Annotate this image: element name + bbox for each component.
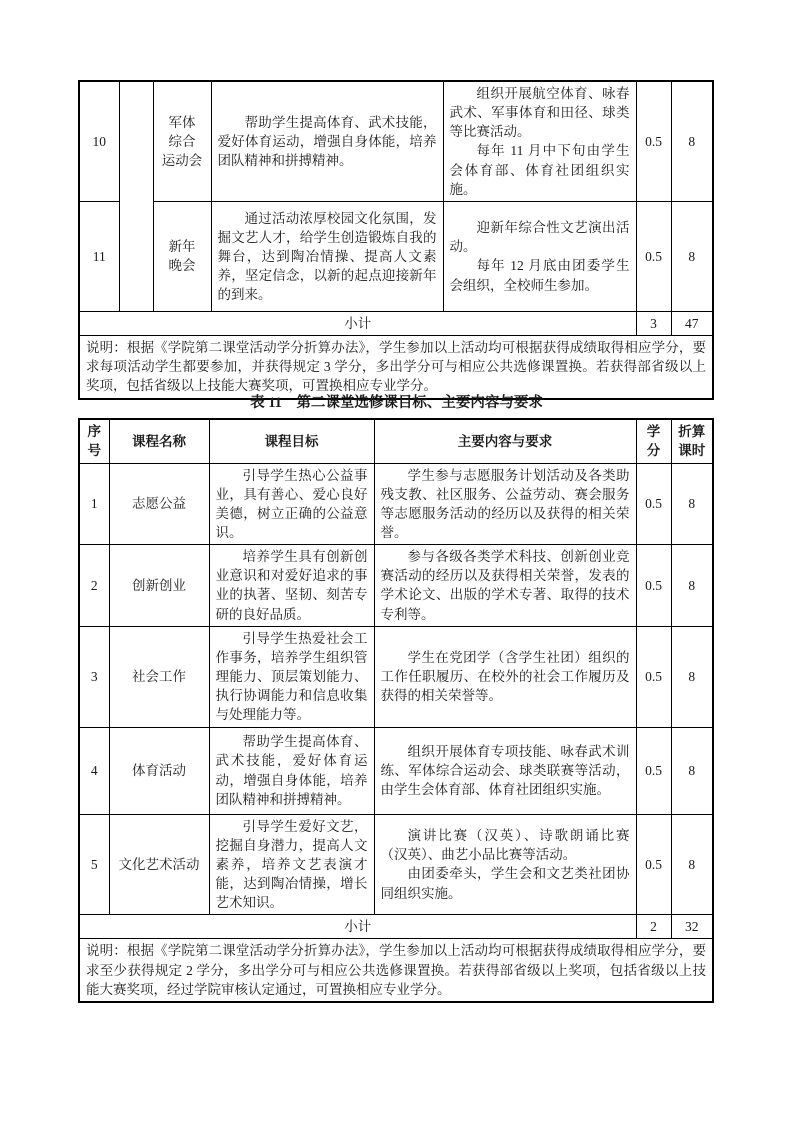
cell-activity-name: 新年 晚会 [153,201,211,311]
cell-hours: 8 [671,814,713,915]
goal-paragraph: 培养学生具有创新创业意识和对爱好追求的事业的执著、坚韧、刻苦专研的良好品质。 [215,549,368,622]
header-row [79,419,713,463]
table-note [79,336,713,399]
cell-serial: 4 [79,727,109,814]
header-serial: 序 号 [79,419,109,463]
cell-credit: 0.5 [636,727,671,814]
cell-hours: 8 [671,81,713,201]
elective-course-table [78,418,714,1003]
cell-content [374,626,636,727]
goal-paragraph: 通过活动浓厚校园文化氛围，发掘文艺人才，给学生创造锻炼自我的舞台，达到陶冶情操、提高人文素养，坚定信念，以新的起点迎接新年的到来。 [217,210,437,303]
cell-credit: 0.5 [636,463,671,545]
table-row-4 [79,727,713,814]
table-row-11 [79,201,713,311]
cell-goal [209,626,374,727]
cell-content [443,81,636,201]
cell-course-name: 志愿公益 [109,463,209,545]
goal-paragraph: 帮助学生提高体育、武术技能，爱好体育运动，增强自身体能，培养团队精神和拼搏精神。 [215,734,368,807]
goal-paragraph: 引导学生热心公益事业，具有善心、爱心良好美德，树立正确的公益意识。 [215,467,368,540]
cell-hours: 8 [671,463,713,545]
table-row-3 [79,626,713,727]
subtotal-credit: 2 [636,915,671,939]
goal-paragraph: 帮助学生提高体育、武术技能，爱好体育运动，增强自身体能，培养团队精神和拼搏精神。 [217,114,437,169]
cell-serial: 11 [79,201,119,311]
cell-course-name: 文化艺术活动 [109,814,209,915]
content-paragraph: 学生参与志愿服务计划活动及各类助残支教、社区服务、公益劳动、赛会服务等志愿服务活动的经历以及获得的相关荣誉。 [380,467,630,540]
content-paragraph: 组织开展航空体育、咏春武术、军事体育和田径、球类等比赛活动。 [449,86,630,140]
cell-serial: 5 [79,814,109,915]
table-row-1 [79,463,713,545]
cell-goal [211,81,443,201]
content-paragraph: 迎新年综合性文艺演出活动。 [449,220,630,255]
content-paragraph: 由团委牵头，学生会和文艺类社团协同组织实施。 [380,866,630,901]
cell-credit: 0.5 [636,81,671,201]
cell-content [374,463,636,545]
subtotal-hours: 32 [671,915,713,939]
cell-hours: 8 [671,727,713,814]
subtotal-label: 小计 [79,311,636,335]
cell-course-name: 创新创业 [109,545,209,627]
note-paragraph: 说明：根据《学院第二课堂活动学分折算办法》，学生参加以上活动均可根据获得成绩取得相应学分，要求每项活动学生都要参加，并获得规定 3 学分，多出学分可与相应公共选修课置换。若获得部省级以上奖项，包括省级以上技能大赛奖项，可置换相应专业学分。 [86,340,706,394]
cell-credit: 0.5 [636,626,671,727]
cell-serial: 10 [79,81,119,201]
cell-course-name: 体育活动 [109,727,209,814]
cell-goal [209,814,374,915]
header-course-goal: 课程目标 [209,419,374,463]
cell-serial: 1 [79,463,109,545]
cell-course-name: 社会工作 [109,626,209,727]
table-row-5 [79,814,713,915]
table11-title: 表 11 第二课堂选修课目标、主要内容与要求 [250,395,543,411]
cell-credit: 0.5 [636,545,671,627]
cell-credit: 0.5 [636,201,671,311]
subtotal-row [79,311,713,335]
cell-goal [211,201,443,311]
subtotal-credit: 3 [636,311,671,335]
cell-hours: 8 [671,545,713,627]
header-credit: 学 分 [636,419,671,463]
cell-hours: 8 [671,201,713,311]
cell-serial: 2 [79,545,109,627]
cell-goal [209,545,374,627]
cell-activity-name: 军体 综合 运动会 [153,81,211,201]
note-row [79,336,713,399]
subtotal-row [79,915,713,939]
table-row-2 [79,545,713,627]
subtotal-label: 小计 [79,915,636,939]
cell-goal [209,727,374,814]
subtotal-hours: 47 [671,311,713,335]
activity-table-continuation [78,80,714,400]
content-paragraph: 组织开展体育专项技能、咏春武术训练、军体综合运动会、球类联赛等活动，由学生会体育部、体育社团组织实施。 [380,743,630,798]
header-course-name: 课程名称 [109,419,209,463]
content-paragraph: 学生在党团学（含学生社团）组织的工作任职履历、在校外的社会工作履历及获得的相关荣誉等。 [380,649,630,704]
note-row [79,939,713,1002]
goal-paragraph: 引导学生热爱社会工作事务，培养学生组织管理能力、顶层策划能力、执行协调能力和信息收集与处理能力等。 [215,630,368,723]
header-main-content: 主要内容与要求 [374,419,636,463]
cell-hours: 8 [671,626,713,727]
header-converted-hours: 折算 课时 [671,419,713,463]
cell-goal [209,463,374,545]
cell-content [374,727,636,814]
content-paragraph: 参与各级各类学术科技、创新创业竞赛活动的经历以及获得相关荣誉，发表的学术论文、出版的学术专著、取得的技术专利等。 [380,549,630,622]
content-paragraph: 每年 12 月底由团委学生会组织，全校师生参加。 [449,258,630,293]
table-note [79,939,713,1002]
cell-content [374,814,636,915]
content-paragraph: 每年 11 月中下旬由学生会体育部、体育社团组织实施。 [449,143,630,197]
cell-serial: 3 [79,626,109,727]
goal-paragraph: 引导学生爱好文艺，挖掘自身潜力，提高人文素养，培养文艺表演才能，达到陶冶情操，增长艺术知识。 [215,818,368,911]
note-paragraph: 说明：根据《学院第二课堂活动学分折算办法》，学生参加以上活动均可根据获得成绩取得相应学分，要求至少获得规定 2 学分，多出学分可与相应公共选修课置换。若获得部省级以上奖项，包括省级以上技能大赛奖项，经过学院审核认定通过，可置换相应专业学分。 [86,943,706,997]
cell-content [374,545,636,627]
content-paragraph: 演讲比赛（汉英）、诗歌朗诵比赛（汉英）、曲艺小品比赛等活动。 [380,828,630,863]
table-row-10 [79,81,713,201]
cell-category-empty [119,81,153,311]
cell-content [443,201,636,311]
cell-credit: 0.5 [636,814,671,915]
